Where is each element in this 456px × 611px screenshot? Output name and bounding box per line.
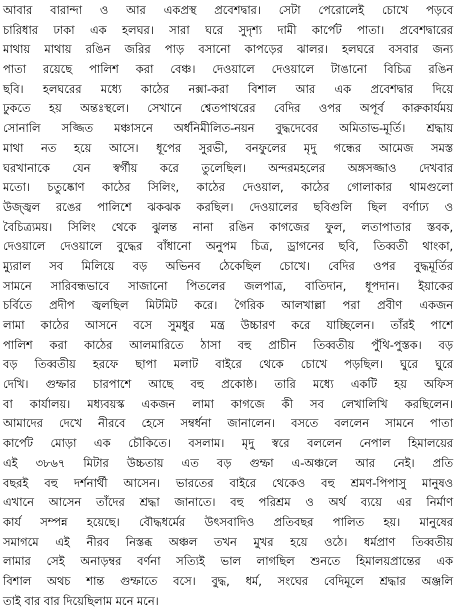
text-line: আবার বারান্দা ও আর একপ্রস্থ প্রবেশদ্বার। সেটা পেরোলেই চোখে পড়বে [3, 3, 453, 17]
text-line: বড় তিব্বতীয় হরফে ছাপা মলাট বাইরে থেকে চোখে পড়ছিল। ঘুরে ঘুরে [3, 357, 453, 372]
text-line: ম্যুরাল সব মিলিয়ে বড় অভিনব ঠেকেছিল চোখে। বেদির ওপর বুদ্ধমূর্তির [3, 258, 453, 273]
text-line: ঘরখানাকে যেন স্বর্গীয় করে তুলেছিল। অন্দরমহলের অঙ্গসজ্জাও দেখবার [3, 160, 453, 175]
text-line: এখানে আসেন তাঁদের শ্রদ্ধা জানাতে। বহু পরিশ্রম ও অর্থ ব্যয়ে এর নির্মাণ [3, 495, 453, 510]
text-line: দেখি। গুম্ফার চারপাশে আছে বহু প্রকোষ্ঠ। তারি মধ্যে একটি হয় অফিস [3, 377, 453, 392]
text-line: বিশাল অথচ শান্ত গুম্ফাতে বসে। বুদ্ধ, ধর্ম, সংঘের বেদিমূলে শ্রদ্ধার অঞ্জলি [3, 573, 453, 588]
text-line: কার্পেট মোড়া এক চৌকিতে। বসলাম। মৃদু স্বরে বললেন নেপাল হিমালয়ের [3, 436, 453, 451]
text-line: বা কার্যালয়। মধ্যবয়স্ক একজন লামা কাগজে কী সব লেখালিখি করছিলেন। [3, 396, 453, 411]
text-line: মাথায় মাথায় রঙিন জরির পাড় বসানো কাপড়ের ঝালর। হলঘরে বসবার জন্য [3, 42, 453, 57]
text-line: চারিধার ঢাকা এক হলঘর। সারা ঘরে সুদৃশ্য দামী কার্পেট পাতা। প্রবেশদ্বারের [3, 22, 453, 37]
text-line: কার্য সম্পন্ন হয়েছে। বৌদ্ধধর্মের উৎসবাদিও প্রতিবছর পালিত হয়। মানুষের [3, 514, 453, 529]
text-line: উজ্জ্বল রঙের পালিশে ঝকঝক করছিল। দেওয়ালের ছবিগুলি ছিল বর্ণাঢ্য ও [3, 199, 453, 214]
text-line: সমাগমে এই নীরব নিস্তব্ধ অঞ্চল তখন মুখর হয়ে ওঠে। ধর্মপ্রাণ তিব্বতীয় [3, 534, 453, 549]
text-line: ঢুকতে হয় অন্তঃস্থলে। সেখানে শ্বেতপাথরের বেদির ওপর অপূর্ব কারুকার্যময় [3, 101, 453, 116]
text-line: সোনালি সজ্জিত মঞ্চাসনে অর্ধনিমীলিত-নয়ন বুদ্ধদেবের অমিতাভ-মূর্তি। শ্রদ্ধায় [3, 121, 453, 136]
text-line: দেওয়ালে দেওয়ালে বুদ্ধের বাঁধানো অনুপম চিত্র, ড্রাগনের ছবি, তিব্বতী থাংকা, [3, 239, 453, 254]
text-line: মতো। চতুষ্কোণ কাঠের সিলিং, কাঠের দেওয়াল, কাঠের গোলাকার থামগুলো [3, 180, 453, 195]
text-line: বৈচিত্র্যময়। সিলিং থেকে ঝুলন্ত নানা রঙিন কাগজের ফুল, লতাপাতার স্তবক, [3, 219, 453, 234]
text-line: লামার সেই অনাড়ম্বর বর্ণনা সত্যিই ভাল লাগছিল শুনতে হিমালয়প্রান্তের এক [3, 554, 453, 569]
text-line: ছবি। হলঘরের মধ্যে কাঠের নক্সা-করা বিশাল আর এক প্রবেশদ্বার দিয়ে [3, 81, 453, 96]
text-line: চর্বিতে প্রদীপ জ্বলছিল মিটমিট করে। গৈরিক আলখাল্লা পরা প্রবীণ একজন [3, 298, 453, 313]
text-line: সামনে সারিবন্ধভাবে সাজানো পিতলের জলপাত্র, বাতিদান, ধূপদান। ইয়াকের [3, 278, 453, 293]
text-line: লামা কাঠের আসনে বসে সুমধুর মন্ত্র উচ্চারণ করে যাচ্ছিলেন। তাঁরই পাশে [3, 318, 453, 332]
text-line: এই ৩৮৬৭ মিটার উচ্চতায় এত বড় গুম্ফা এ-অঞ্চলে আর নেই। প্রতি [3, 455, 453, 470]
text-line: পালিশ করা কাঠের আলমারিতে ঠাসা বহু প্রাচীন তিব্বতীয় পুঁথি-পুস্তক। বড় [3, 337, 453, 352]
text-line: তাই বার বার দিয়েছিলাম মনে মনে। [3, 593, 159, 608]
text-line: মাথা নত হয়ে আসে। ধূপের সুরভী, বনফুলের মৃদু গন্ধের আমেজ সমস্ত [3, 140, 453, 155]
text-line: আমাদের দেখে নীরবে হেসে সম্বর্ধনা জানালেন। বসতে বললেন সামনে পাতা [3, 416, 453, 431]
text-line: বছরই বহু দর্শনার্থী আসেন। ভারতের বাইরে থেকেও বহু শ্রমণ-পিপাসু মানুষও [3, 475, 453, 490]
text-line: পাতা রয়েছে পালিশ করা বেঞ্চ। দেওয়ালে দেওয়ালে টাঙানো বিচিত্র রঙিন [3, 62, 453, 77]
